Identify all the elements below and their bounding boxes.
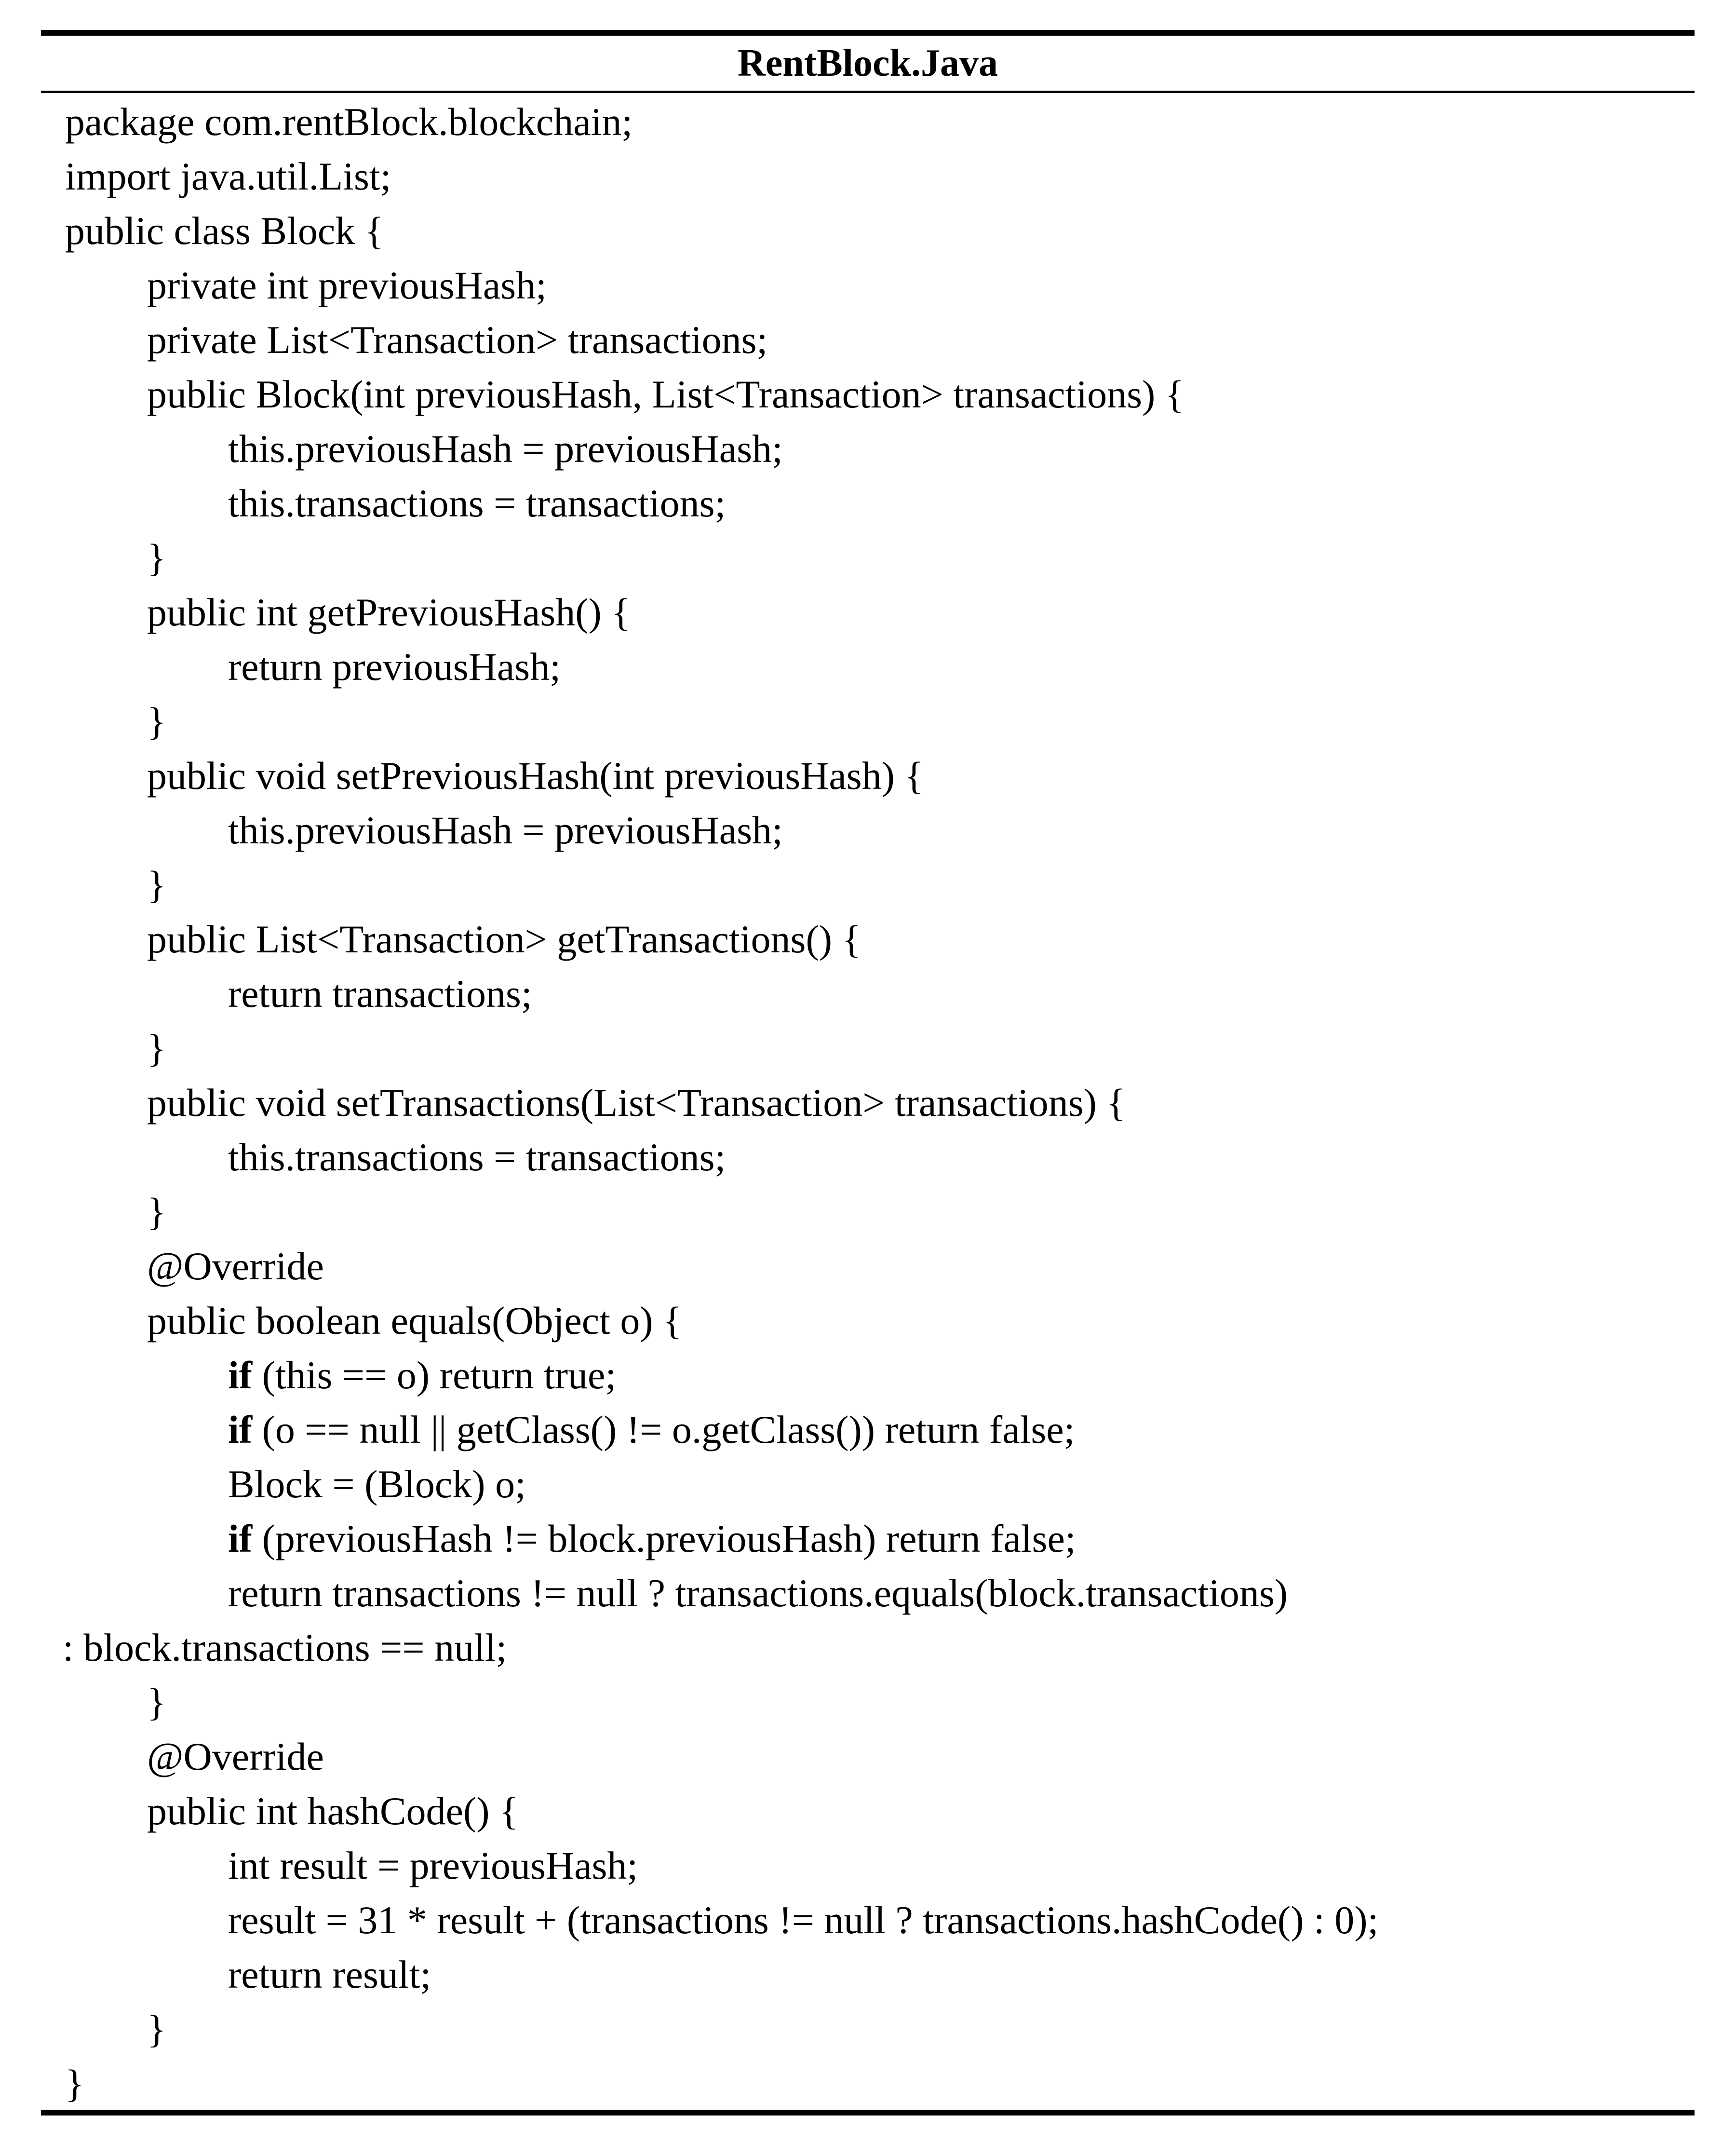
code-line — [63, 1620, 507, 1675]
code-text: @Override — [147, 1244, 324, 1288]
code-line — [147, 1021, 166, 1075]
code-text: return result; — [228, 1953, 431, 1996]
code-text: (previousHash != block.previousHash) return false; — [252, 1517, 1076, 1560]
code-line — [147, 1184, 166, 1239]
code-line — [65, 149, 391, 203]
code-text: public Block(int previousHash, List<Transaction> transactions) { — [147, 372, 1184, 416]
bottom-rule — [41, 2110, 1695, 2115]
code-line — [228, 803, 783, 857]
code-line — [228, 1838, 638, 1893]
code-line — [65, 203, 384, 258]
keyword-if: if — [228, 1408, 253, 1451]
code-listing-table — [41, 0, 1695, 2129]
code-text: int result = previousHash; — [228, 1844, 638, 1887]
code-text: } — [147, 536, 166, 580]
code-line — [147, 1784, 518, 1838]
code-text: public class Block { — [65, 209, 384, 253]
code-line — [147, 1729, 324, 1784]
code-text: : block.transactions == null; — [63, 1626, 507, 1669]
code-line — [147, 1075, 1126, 1130]
code-line — [228, 476, 726, 530]
header-rule — [41, 91, 1695, 93]
code-text: } — [147, 1026, 166, 1070]
code-line — [228, 1130, 726, 1184]
code-text: public void setTransactions(List<Transaction> transactions) { — [147, 1081, 1126, 1125]
code-line — [65, 95, 632, 149]
code-line — [147, 1293, 682, 1348]
code-line — [228, 1511, 1076, 1566]
code-text: return transactions != null ? transactions.equals(block.transactions) — [228, 1571, 1288, 1615]
code-text: public List<Transaction> getTransactions() { — [147, 917, 861, 961]
code-text: result = 31 * result + (transactions != null ? transactions.hashCode() : 0); — [228, 1898, 1379, 1942]
code-line — [228, 421, 783, 476]
code-line — [228, 1457, 526, 1511]
code-line — [228, 1893, 1378, 1947]
code-line — [228, 1947, 431, 2002]
code-text: private int previousHash; — [147, 263, 547, 307]
code-line — [147, 694, 166, 748]
code-line — [147, 1239, 324, 1293]
top-rule — [41, 30, 1695, 36]
code-text: this.previousHash = previousHash; — [228, 427, 783, 471]
code-line — [147, 258, 547, 312]
code-line — [147, 857, 166, 912]
code-line — [147, 748, 924, 803]
code-text: private List<Transaction> transactions; — [147, 318, 768, 362]
code-text: public int getPreviousHash() { — [147, 590, 631, 634]
code-text: import java.util.List; — [65, 154, 391, 198]
code-line — [147, 367, 1184, 421]
code-line — [147, 1675, 166, 1729]
code-line — [228, 1348, 616, 1402]
code-text: } — [147, 699, 166, 743]
code-text: } — [147, 2007, 166, 2051]
keyword-if: if — [228, 1517, 253, 1560]
code-line — [147, 912, 861, 966]
code-text: package com.rentBlock.blockchain; — [65, 100, 633, 144]
code-line — [147, 530, 166, 585]
code-line — [147, 312, 767, 367]
code-text: public void setPreviousHash(int previousHash) { — [147, 754, 924, 798]
code-text: this.transactions = transactions; — [228, 481, 726, 525]
code-line — [228, 966, 532, 1021]
table-title: RentBlock.Java — [738, 42, 998, 84]
code-text: return transactions; — [228, 972, 532, 1016]
code-text: @Override — [147, 1735, 324, 1778]
code-line — [147, 2002, 166, 2056]
code-line — [228, 639, 561, 694]
code-text: public int hashCode() { — [147, 1789, 519, 1833]
code-text: (this == o) return true; — [252, 1353, 617, 1397]
code-line — [228, 1402, 1075, 1457]
code-text: return previousHash; — [228, 645, 561, 689]
code-line — [147, 585, 631, 639]
code-text: this.previousHash = previousHash; — [228, 808, 783, 852]
code-text: this.transactions = transactions; — [228, 1135, 726, 1179]
code-text: } — [65, 2061, 84, 2105]
code-text: public boolean equals(Object o) { — [147, 1299, 682, 1342]
code-line — [65, 2056, 84, 2111]
code-text: } — [147, 863, 166, 907]
code-text: Block = (Block) o; — [228, 1462, 526, 1506]
code-text: } — [147, 1190, 166, 1234]
keyword-if: if — [228, 1353, 253, 1397]
code-text: } — [147, 1680, 166, 1724]
code-line — [228, 1566, 1288, 1620]
code-text: (o == null || getClass() != o.getClass()) return false; — [252, 1408, 1075, 1451]
